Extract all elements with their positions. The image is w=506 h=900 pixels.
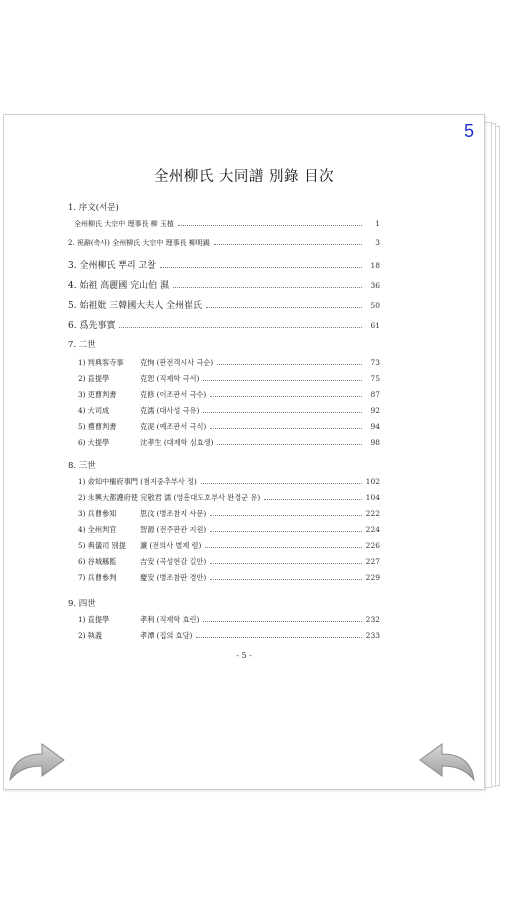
toc-entry[interactable]: 6. 爲先事實 61 (68, 321, 380, 331)
toc-heading: 7. 二世 (68, 340, 96, 350)
toc-entry[interactable]: 3. 全州柳氏 뿌리 고찰 18 (68, 261, 380, 271)
curved-arrow-right-icon (6, 738, 66, 784)
toc-entry[interactable]: 5) 典儀司 別提 濂 (전의사 별제 렴) 226 (78, 541, 380, 550)
page-number-indicator: 5 (463, 121, 474, 141)
toc-entry[interactable]: 5. 始祖妣 三韓國大夫人 全州崔氏 50 (68, 301, 380, 311)
toc-entry[interactable]: 5) 禮曹判書 克湜 (예조판서 극식) 94 (78, 422, 380, 431)
toc-entry[interactable]: 4. 始祖 高麗國 完山伯 濕 36 (68, 281, 380, 291)
toc-heading: 8. 三世 (68, 461, 96, 471)
curved-arrow-left-icon (418, 738, 478, 784)
toc-entry[interactable]: 全州柳氏 大宗中 理事長 柳 玉植 1 (74, 219, 380, 228)
book-page (3, 114, 485, 790)
toc-entry[interactable]: 1) 直提學 孝利 (직제학 효린) 232 (78, 615, 380, 624)
toc-entry[interactable]: 4) 大司成 克濡 (대사성 극유) 92 (78, 406, 380, 415)
next-page-button[interactable] (418, 738, 478, 784)
toc-entry[interactable]: 6) 谷城縣監 吉安 (곡성현감 길안) 227 (78, 557, 380, 566)
toc-heading: 1. 序文(서문) (68, 203, 119, 213)
toc-entry[interactable]: 3) 兵曹參知 思汶 (병조참지 사문) 222 (78, 509, 380, 518)
previous-page-button[interactable] (6, 738, 66, 784)
toc-entry[interactable]: 4) 全州判官 智源 (전주판관 지원) 224 (78, 525, 380, 534)
toc-heading: 9. 四世 (68, 599, 96, 609)
toc-entry[interactable]: 1) 僉知中樞府事門 (첨지중추부사 정) 102 (78, 477, 380, 486)
page-footer-number: - 5 - (236, 651, 252, 660)
toc-entry[interactable]: 3) 吏曹判書 克修 (이조판서 극수) 87 (78, 390, 380, 399)
toc-entry[interactable]: 6) 大提學 沈孝生 (대제학 심효생) 98 (78, 438, 380, 447)
page-title: 全州柳氏 大同譜 別錄 目次 (153, 169, 335, 185)
toc-entry[interactable]: 2) 永興大都護府使 完敬君 濡 (영흥대도호부사 완경군 유) 104 (78, 493, 380, 502)
toc-entry[interactable]: 2) 執義 孝潭 (집의 효담) 233 (78, 631, 380, 640)
toc-entry[interactable]: 7) 兵曹參判 慶安 (병조참판 경안) 229 (78, 573, 380, 582)
toc-entry[interactable]: 2) 直提學 克恕 (직제학 극서) 75 (78, 374, 380, 383)
toc-entry[interactable]: 2. 祝辭(축사) 全州柳氏 大宗中 理事長 柳明錫 3 (68, 238, 380, 247)
toc-entry[interactable]: 1) 判典客寺事 克恂 (판전객시사 극순) 73 (78, 358, 380, 367)
